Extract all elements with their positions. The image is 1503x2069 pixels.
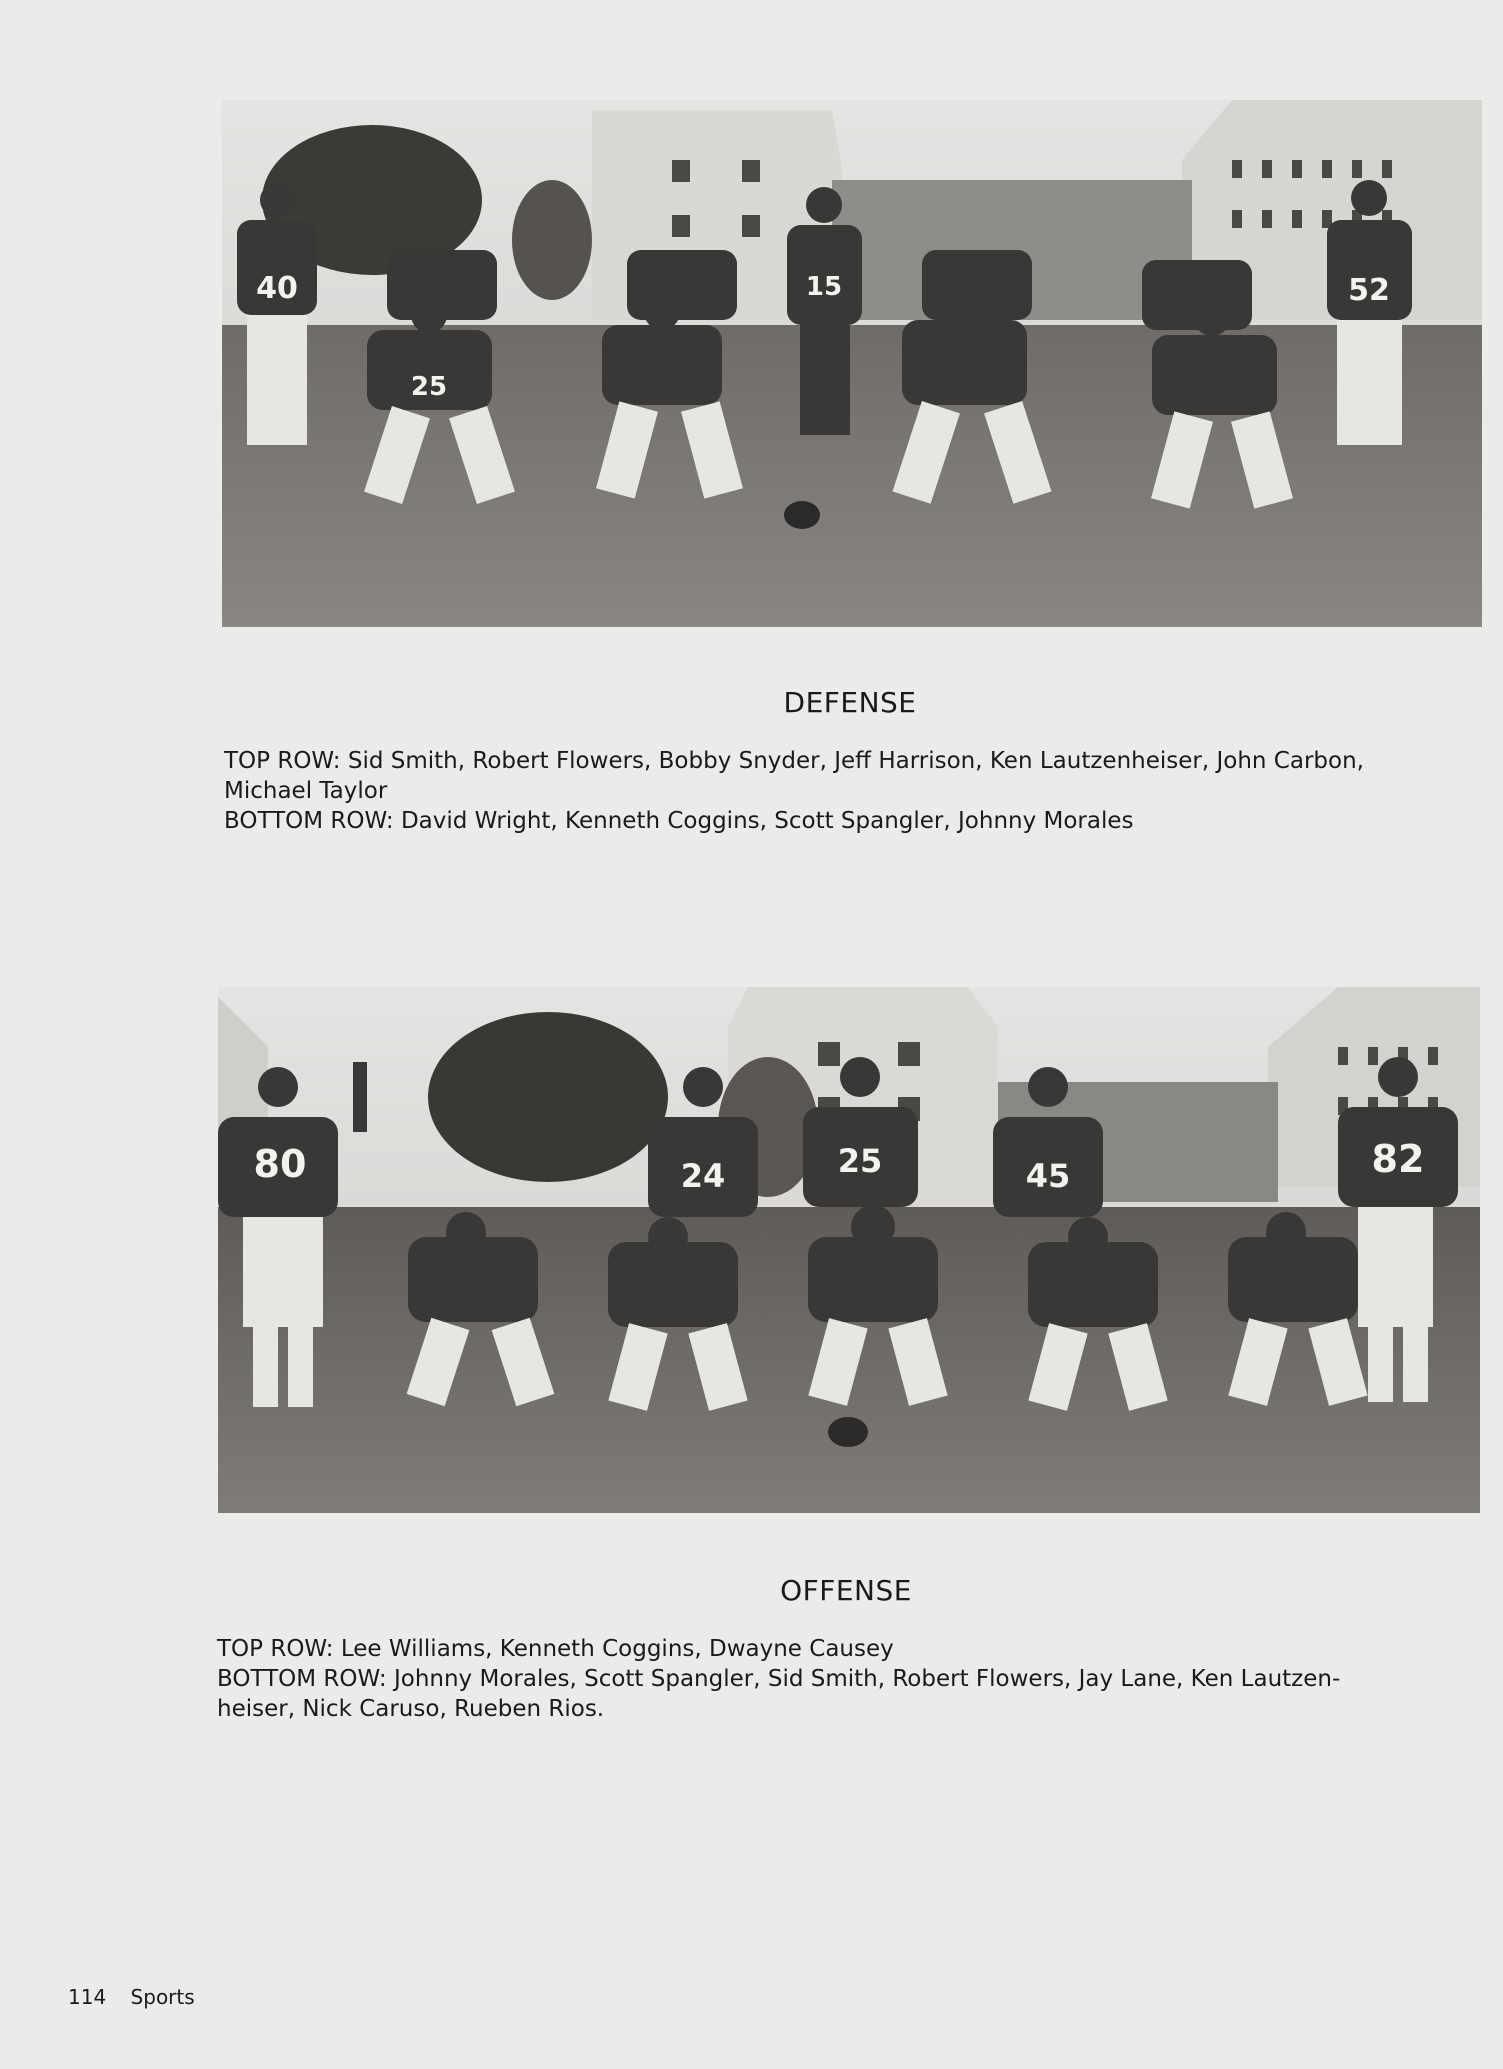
offense-jersey-24: 24 [680, 1157, 726, 1195]
offense-bottom-row-continued: heiser, Nick Caruso, Rueben Rios. [217, 1696, 605, 1722]
defense-jersey-52: 52 [1348, 273, 1390, 308]
offense-caption-title: OFFENSE [780, 1574, 912, 1607]
page-number: 114 [68, 1985, 107, 2009]
defense-top-row-continued: Michael Taylor [224, 778, 388, 804]
section-name: Sports [130, 1985, 195, 2009]
defense-bottom-row: BOTTOM ROW: David Wright, Kenneth Coggins, Scott Spangler, Johnny Morales [224, 808, 1134, 834]
offense-jersey-45: 45 [1025, 1157, 1071, 1195]
defense-team-photo [222, 100, 1482, 627]
offense-jersey-25: 25 [837, 1142, 883, 1180]
offense-photo-illustration [218, 987, 1480, 1513]
offense-jersey-82: 82 [1371, 1137, 1425, 1181]
defense-jersey-25: 25 [410, 372, 448, 402]
defense-caption-body [224, 746, 1494, 836]
defense-jersey-40: 40 [256, 271, 298, 306]
offense-team-photo [218, 987, 1480, 1513]
offense-jersey-80: 80 [253, 1142, 307, 1186]
defense-top-row: TOP ROW: Sid Smith, Robert Flowers, Bobby Snyder, Jeff Harrison, Ken Lautzenheiser, John Carbon, [224, 748, 1364, 774]
defense-jersey-15: 15 [805, 272, 843, 302]
defense-caption-title: DEFENSE [783, 686, 917, 719]
offense-bottom-row: BOTTOM ROW: Johnny Morales, Scott Spangler, Sid Smith, Robert Flowers, Jay Lane, Ken Lautzen- [217, 1666, 1341, 1692]
defense-photo-illustration [222, 100, 1482, 627]
page-footer [68, 1985, 195, 2009]
offense-top-row: TOP ROW: Lee Williams, Kenneth Coggins, Dwayne Causey [217, 1636, 894, 1662]
reverse-side-bleed-through [1000, 870, 1420, 898]
offense-caption-body [217, 1634, 1487, 1724]
